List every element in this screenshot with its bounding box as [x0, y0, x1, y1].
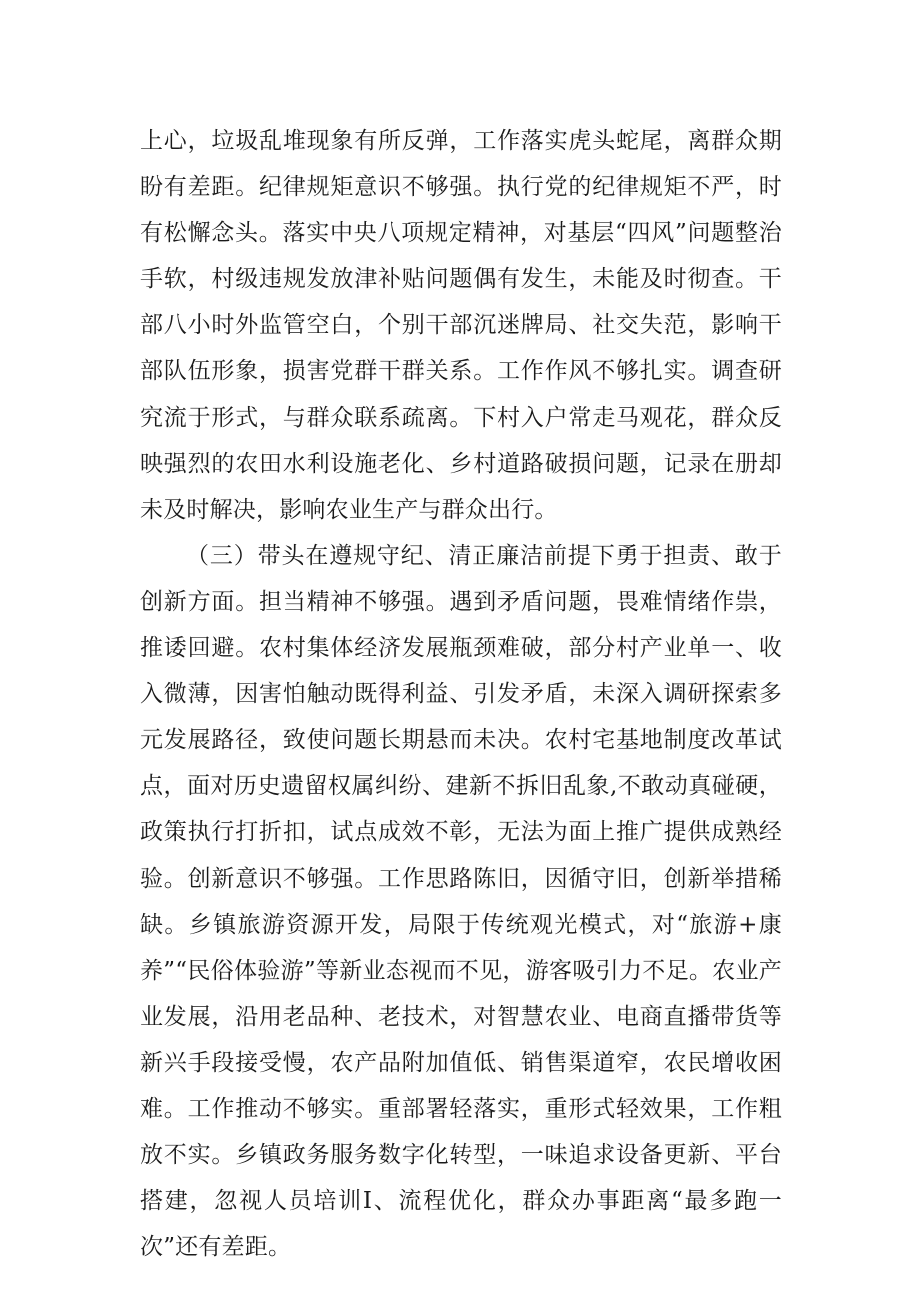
paragraph-continued: 上心，垃圾乱堆现象有所反弹，工作落实虎头蛇尾，离群众期盼有差距。纪律规矩意识不够强。执行党的纪律规矩不严，时有松懈念头。落实中央八项规定精神，对基层“四风”问题整治手软，村级违规发放津补贴问题偶有发生，未能及时彻查。干部八小时外监管空白，个别干部沉迷牌局、社交失范，影响干部队伍形象，损害党群干群关系。工作作风不够扎实。调查研究流于形式，与群众联系疏离。下村入户常走马观花，群众反映强烈的农田水利设施老化、乡村道路破损问题，记录在册却未及时解决，影响农业生产与群众出行。: [140, 128, 782, 523]
paragraph-section-three: （三）带头在遵规守纪、清正廉洁前提下勇于担责、敢于创新方面。担当精神不够强。遇到矛盾问题，畏难情绪作祟，推诿回避。农村集体经济发展瓶颈难破，部分村产业单一、收入微薄，因害怕触动既得利益、引发矛盾，未深入调研探索多元发展路径，致使问题长期悬而未决。农村宅基地制度改革试点，面对历史遗留权属纠纷、建新不拆旧乱象,不敢动真碰硬，政策执行打折扣，试点成效不彰，无法为面上推广提供成熟经验。创新意识不够强。工作思路陈旧，因循守旧，创新举措稀缺。乡镇旅游资源开发，局限于传统观光模式，对“旅游+康养”“民俗体验游”等新业态视而不见，游客吸引力不足。农业产业发展，沿用老品种、老技术，对智慧农业、电商直播带货等新兴手段接受慢，农产品附加值低、销售渠道窄，农民增收困难。工作推动不够实。重部署轻落实，重形式轻效果，工作粗放不实。乡镇政务服务数字化转型，一味追求设备更新、平台搭建，忽视人员培训I、流程优化，群众办事距离“最多跑一次”还有差距。: [140, 542, 782, 1261]
document-body: [140, 118, 782, 1270]
